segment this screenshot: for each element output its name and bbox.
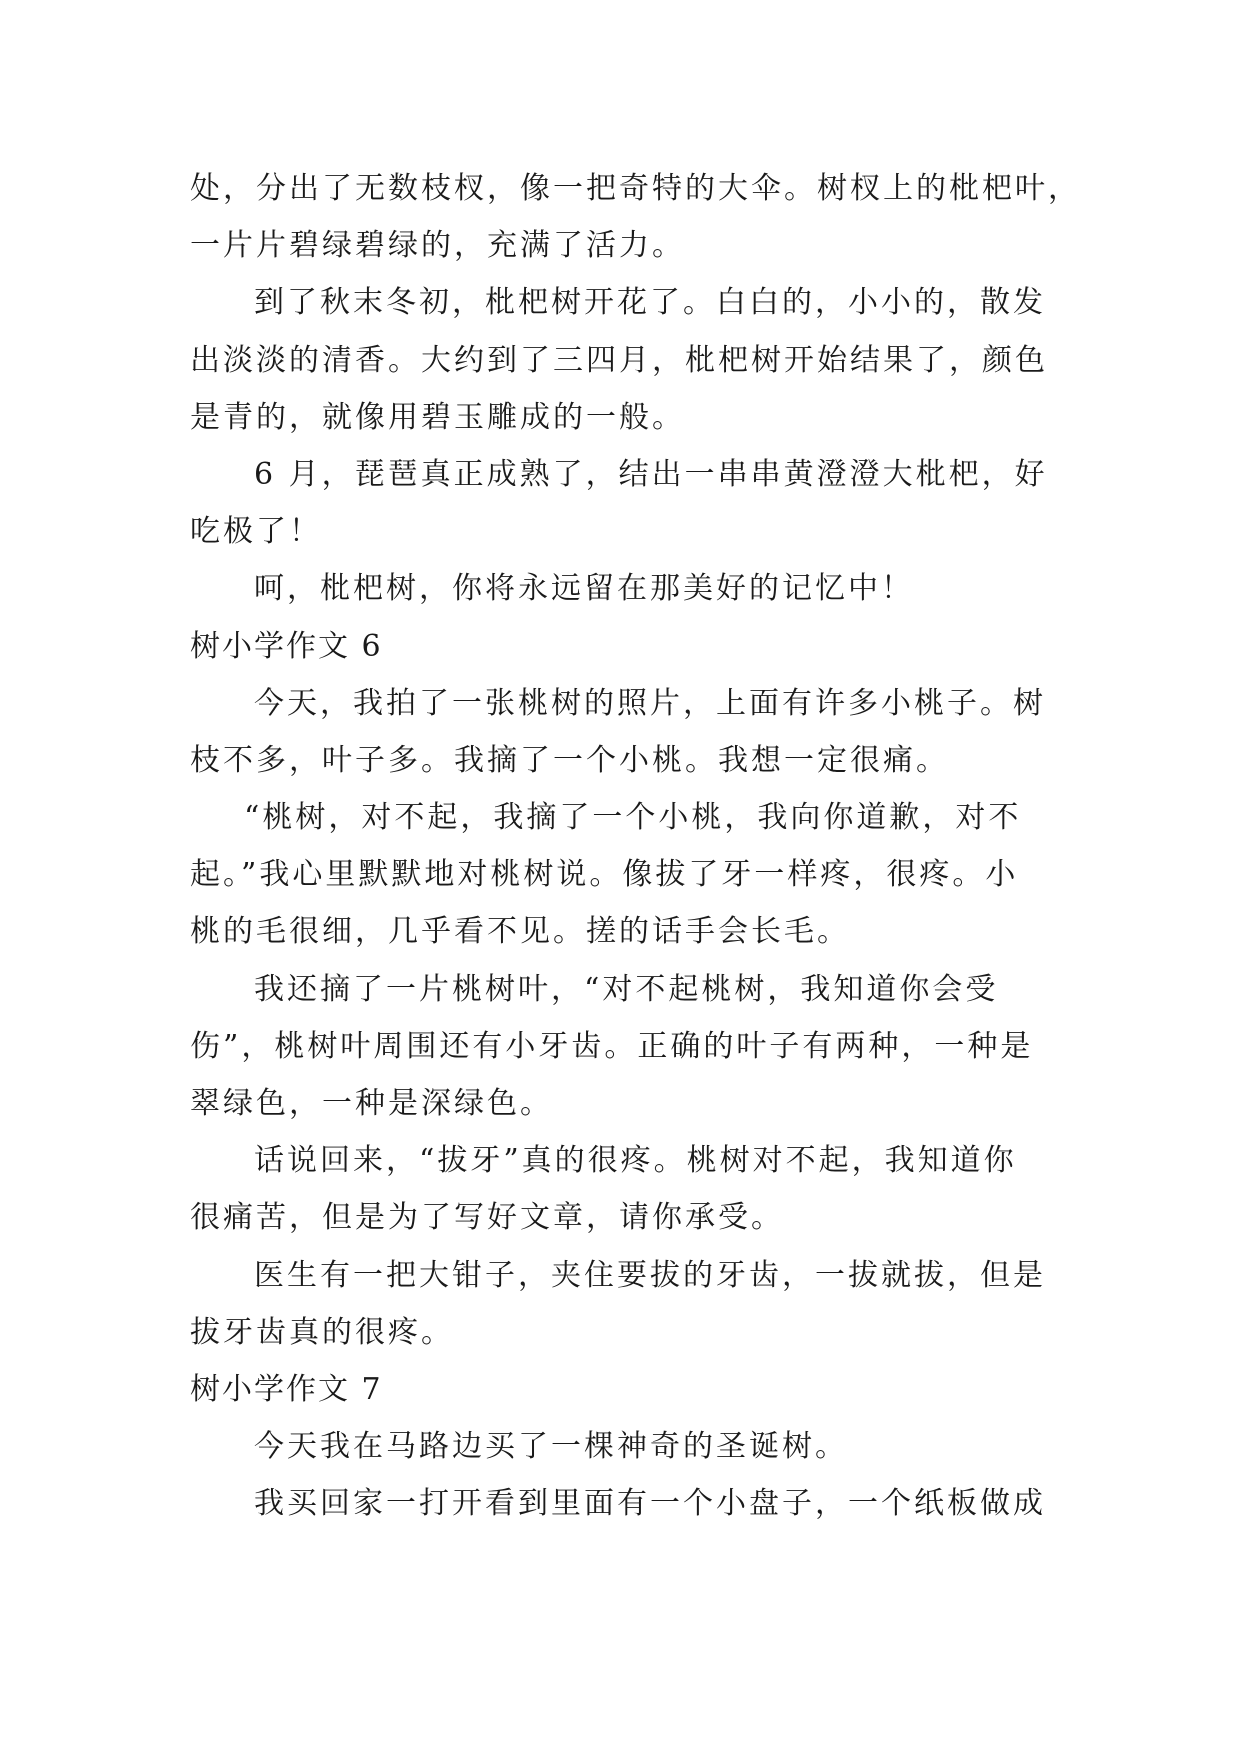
- text-line: 桃的毛很细，几乎看不见。搓的话手会长毛。: [190, 914, 850, 950]
- paragraph-start: 医生有一把大钳子，夹住要拔的牙齿，一拔就拔，但是: [254, 1257, 1046, 1293]
- document-body: [190, 160, 1081, 1533]
- paragraph-start: 到了秋末冬初，枇杷树开花了。白白的，小小的，散发: [254, 285, 1046, 321]
- paragraph-start: 我还摘了一片桃树叶，“对不起桃树，我知道你会受: [254, 971, 999, 1007]
- text-line: 很痛苦，但是为了写好文章，请你承受。: [190, 1200, 784, 1236]
- text-line: 翠绿色，一种是深绿色。: [190, 1086, 553, 1121]
- paragraph-start: 今天，我拍了一张桃树的照片，上面有许多小桃子。树: [254, 685, 1046, 721]
- section-heading: 树小学作文 7: [190, 1371, 383, 1407]
- paragraph-start: 6 月，琵琶真正成熟了，结出一串串黄澄澄大枇杷，好: [254, 456, 1048, 492]
- paragraph-start: 今天我在马路边买了一棵神奇的圣诞树。: [254, 1429, 848, 1465]
- section-heading: 树小学作文 6: [190, 628, 383, 664]
- paragraph-start: 呵，枇杷树，你将永远留在那美好的记忆中！: [254, 571, 914, 607]
- text-line: 伤”，桃树叶周围还有小牙齿。正确的叶子有两种，一种是: [190, 1028, 1034, 1064]
- text-line: 起。”我心里默默地对桃树说。像拔了牙一样疼，很疼。小: [190, 857, 1019, 893]
- paragraph-start: 话说回来，“拔牙”真的很疼。桃树对不起，我知道你: [254, 1143, 1017, 1179]
- text-line: 出淡淡的清香。大约到了三四月，枇杷树开始结果了，颜色: [190, 342, 1048, 378]
- text-line: 枝不多，叶子多。我摘了一个小桃。我想一定很痛。: [190, 742, 949, 778]
- paragraph-start: 我买回家一打开看到里面有一个小盘子，一个纸板做成: [254, 1486, 1046, 1522]
- text-line: 吃极了！: [190, 514, 322, 550]
- text-line: 拔牙齿真的很疼。: [190, 1314, 454, 1350]
- text-line: 处，分出了无数枝杈，像一把奇特的大伞。树杈上的枇杷叶，: [190, 171, 1081, 206]
- text-line: 是青的，就像用碧玉雕成的一般。: [190, 399, 685, 435]
- paragraph-start: “桃树，对不起，我摘了一个小桃，我向你道歉，对不: [244, 800, 1022, 836]
- text-line: 一片片碧绿碧绿的，充满了活力。: [190, 228, 685, 264]
